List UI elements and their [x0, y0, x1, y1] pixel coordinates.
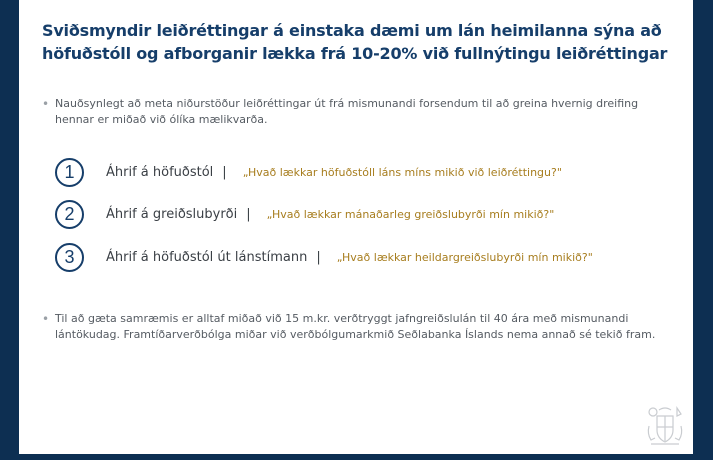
intro-bullet-text: Nauðsynlegt að meta niðurstöður leiðréttingar út frá mismunandi forsendum til að greina hvernig dreifing hennar er miðað við ólíka mælikvarða. [55, 97, 639, 126]
slide-title: Sviðsmyndir leiðréttingar á einstaka dæmi um lán heimilanna sýna að höfuðstóll og afborganir lækka frá 10-20% við fullnýtingu leiðréttingar [42, 21, 668, 63]
list-item [55, 156, 562, 188]
intro-bullet [42, 96, 662, 128]
number-circle: 3 [55, 243, 84, 272]
item-quote: „Hvað lækkar heildargreiðslubyrði mín mikið?" [336, 250, 593, 264]
item-separator: | [246, 206, 251, 222]
number-circle: 2 [55, 200, 84, 229]
item-label: Áhrif á höfuðstól út lánstímann [106, 249, 308, 265]
list-item [55, 198, 554, 230]
slide [19, 0, 693, 454]
item-quote: „Hvað lækkar höfuðstóll láns míns mikið við leiðréttingu?" [242, 165, 562, 179]
note-bullet-text: Til að gæta samræmis er alltaf miðað við 15 m.kr. verðtryggt jafngreiðslulán til 40 ára með mismunandi lántökudag. Framtíðarverðbólga miðar við verðbólgumarkmið Seðlabanka Íslands nema annað sé tekið fram. [55, 312, 656, 341]
number-circle: 1 [55, 158, 84, 187]
crest-icon [645, 404, 685, 446]
list-item [55, 241, 593, 273]
item-quote: „Hvað lækkar mánaðarleg greiðslubyrði mín mikið?" [266, 207, 555, 221]
item-separator: | [316, 249, 321, 265]
item-label: Áhrif á greiðslubyrði [106, 206, 238, 222]
item-label: Áhrif á höfuðstól [106, 164, 214, 180]
note-bullet [42, 311, 662, 343]
bullet-dot: • [42, 312, 50, 326]
item-separator: | [222, 164, 227, 180]
bullet-dot: • [42, 97, 50, 111]
